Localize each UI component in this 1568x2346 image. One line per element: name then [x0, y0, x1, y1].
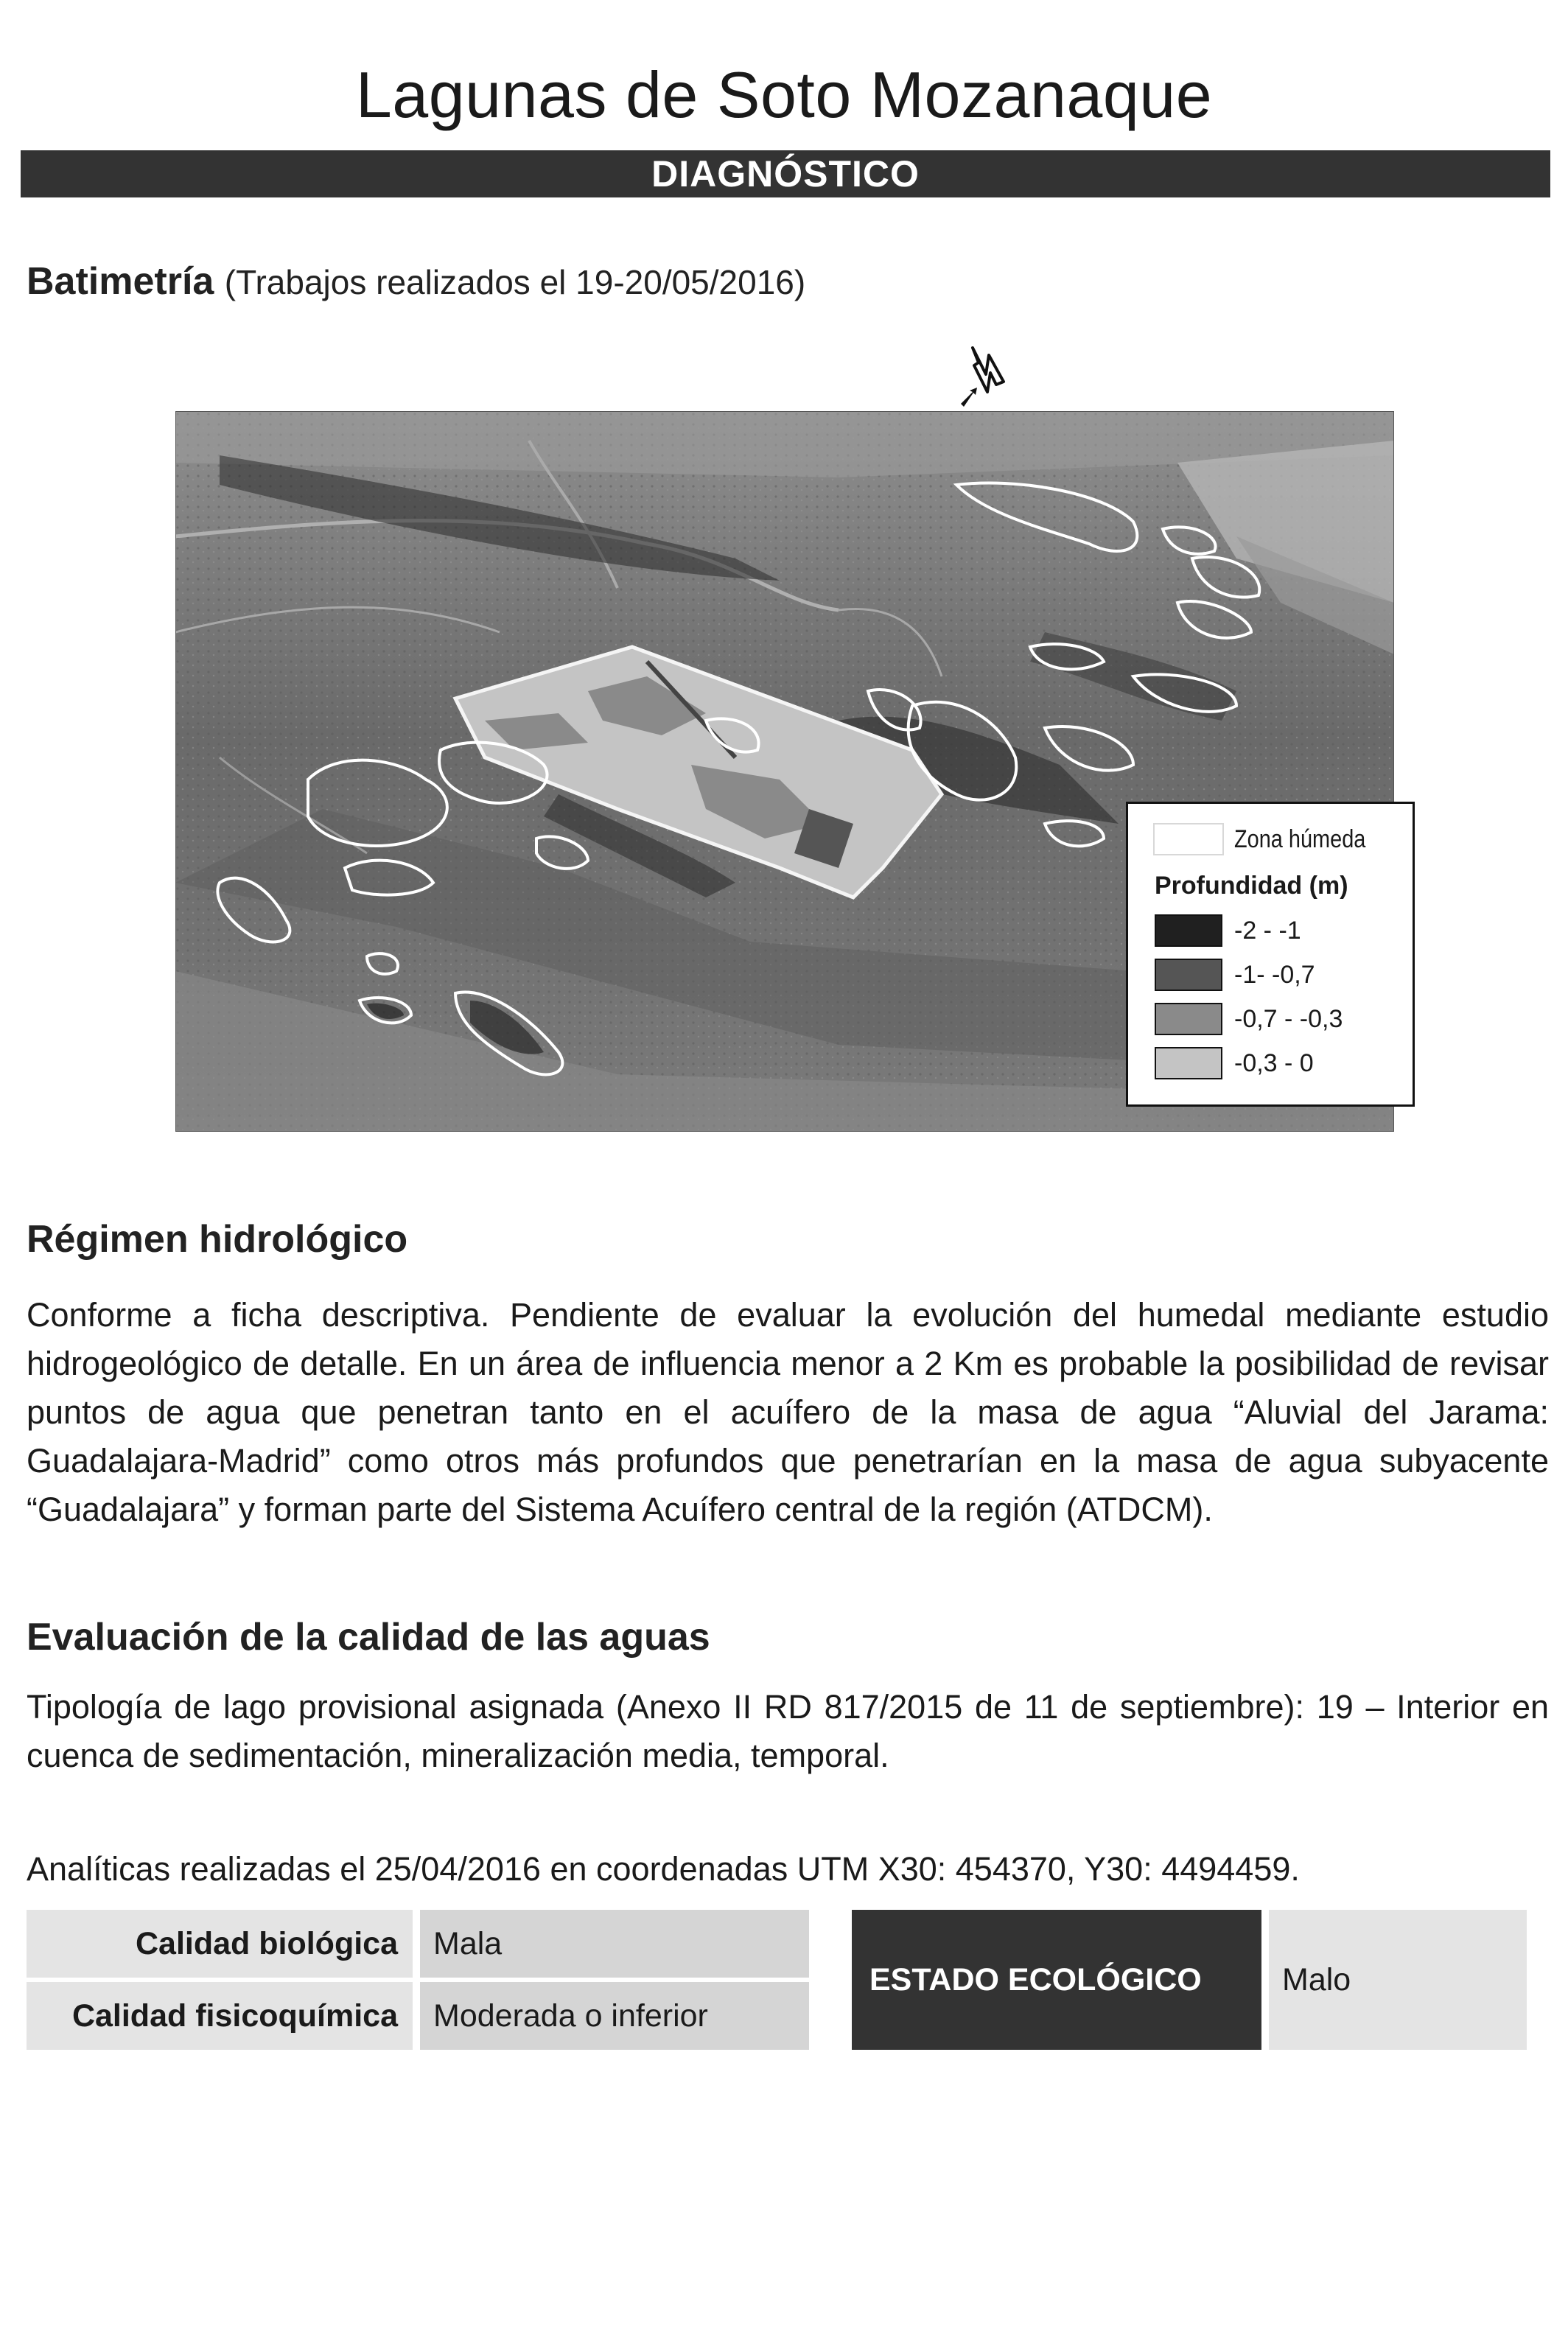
legend-zone [1153, 823, 1389, 855]
ecological-status-value: Malo [1269, 1910, 1527, 2050]
legend-class-swatch [1155, 1047, 1222, 1079]
hydro-text: Conforme a ficha descriptiva. Pendiente de evaluar la evolución del humedal mediante estudio hidrogeológico de detalle. En un área de influencia menor a 2 Km es probable la posibilidad de revisar puntos de agua que penetran tanto en el acuífero de la masa de agua “Aluvial del Jarama: Guadalajara-Madrid” como otros más profundos que penetrarían en la masa de agua subyacente “Guadalajara” y forman parte del Sistema Acuífero central de la región (ATDCM). [27, 1296, 1549, 1528]
legend-class-label: -1- -0,7 [1234, 960, 1315, 989]
legend-class-label: -0,3 - 0 [1234, 1048, 1314, 1077]
bathymetry-heading-sub: (Trabajos realizados el 19-20/05/2016) [224, 263, 806, 301]
physchem-quality-label: Calidad fisicoquímica [27, 1982, 413, 2050]
north-arrow-icon [951, 339, 1024, 413]
section-banner: DIAGNÓSTICO [21, 150, 1550, 197]
bio-quality-label: Calidad biológica [27, 1910, 413, 1978]
legend-class [1155, 1003, 1343, 1035]
legend-class-label: -0,7 - -0,3 [1234, 1004, 1343, 1033]
legend-class [1155, 959, 1315, 991]
legend-class-label: -2 - -1 [1234, 916, 1301, 945]
legend-class [1155, 914, 1301, 947]
legend-zone-label: Zona húmeda [1234, 824, 1366, 853]
bio-quality-value: Mala [420, 1910, 809, 1978]
legend-class-swatch [1155, 914, 1222, 947]
legend-zone-swatch [1153, 823, 1224, 855]
page-title: Lagunas de Soto Mozanaque [355, 58, 1213, 131]
quality-heading: Evaluación de la calidad de las aguas [27, 1616, 710, 1659]
physchem-quality-value: Moderada o inferior [420, 1982, 809, 2050]
typology-text: Tipología de lago provisional asignada (Anexo II RD 817/2015 de 11 de septiembre): 19 – Interior en cuenca de sedimentación, mineralización media, temporal. [27, 1688, 1549, 1774]
map-legend [1126, 802, 1415, 1107]
legend-class-swatch [1155, 959, 1222, 991]
legend-class-swatch [1155, 1003, 1222, 1035]
bathymetry-heading [27, 259, 805, 304]
analytics-text: Analíticas realizadas el 25/04/2016 en coordenadas UTM X30: 454370, Y30: 4494459. [27, 1850, 1300, 1888]
ecological-status-label: ESTADO ECOLÓGICO [852, 1910, 1261, 2050]
legend-class [1155, 1047, 1314, 1079]
bathymetry-heading-title: Batimetría [27, 260, 214, 303]
hydro-heading: Régimen hidrológico [27, 1218, 408, 1261]
legend-depth-title: Profundidad (m) [1155, 872, 1348, 900]
